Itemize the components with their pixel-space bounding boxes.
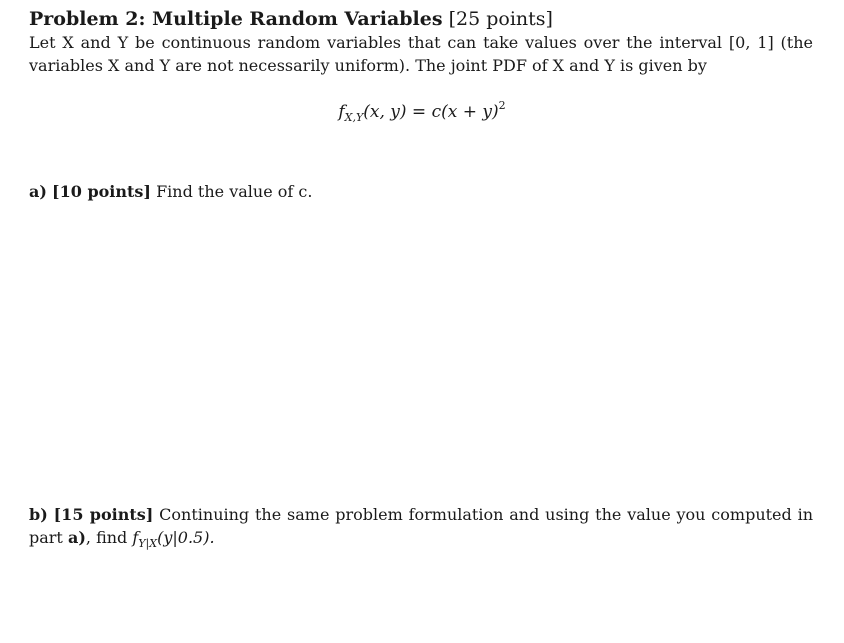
problem-intro (29, 31, 813, 77)
intro-line-1: Let X and Y be continuous random variables that can take values over the interval [0, 1] (the (29, 33, 813, 52)
part-a-text: Find the value of c. (156, 182, 313, 201)
eq-exponent: 2 (498, 99, 506, 112)
part-b-func-args: (y|0.5). (157, 528, 215, 547)
part-b-line-1 (29, 503, 813, 526)
part-a-label: a) (29, 182, 47, 201)
part-b-points: [15 points] (53, 505, 154, 524)
problem-points: [25 points] (448, 8, 553, 30)
part-b-ref: a) (67, 528, 86, 547)
part-b-prefix: part (29, 528, 68, 547)
part-a-points: [10 points] (52, 182, 151, 201)
eq-subscript: X,Y (344, 111, 364, 124)
part-b-func: f (132, 528, 139, 547)
joint-pdf-equation (0, 95, 844, 129)
part-b-line-2 (29, 526, 813, 555)
part-b-func-sub: Y|X (138, 537, 158, 550)
eq-args: (x, y) (363, 102, 407, 122)
eq-rhs: = c(x + y) (406, 102, 499, 122)
problem-title (29, 7, 829, 31)
problem-heading: Problem 2: Multiple Random Variables (29, 8, 443, 30)
intro-line-2: variables X and Y are not necessarily uniform). The joint PDF of X and Y is given by (29, 56, 707, 75)
part-b-mid: , find (85, 528, 133, 547)
eq-function: f (338, 102, 345, 122)
part-b-text: Continuing the same problem formulation and using the value you computed in (159, 505, 814, 524)
part-b (29, 503, 813, 555)
part-a (29, 181, 813, 203)
part-b-label: b) (29, 505, 48, 524)
